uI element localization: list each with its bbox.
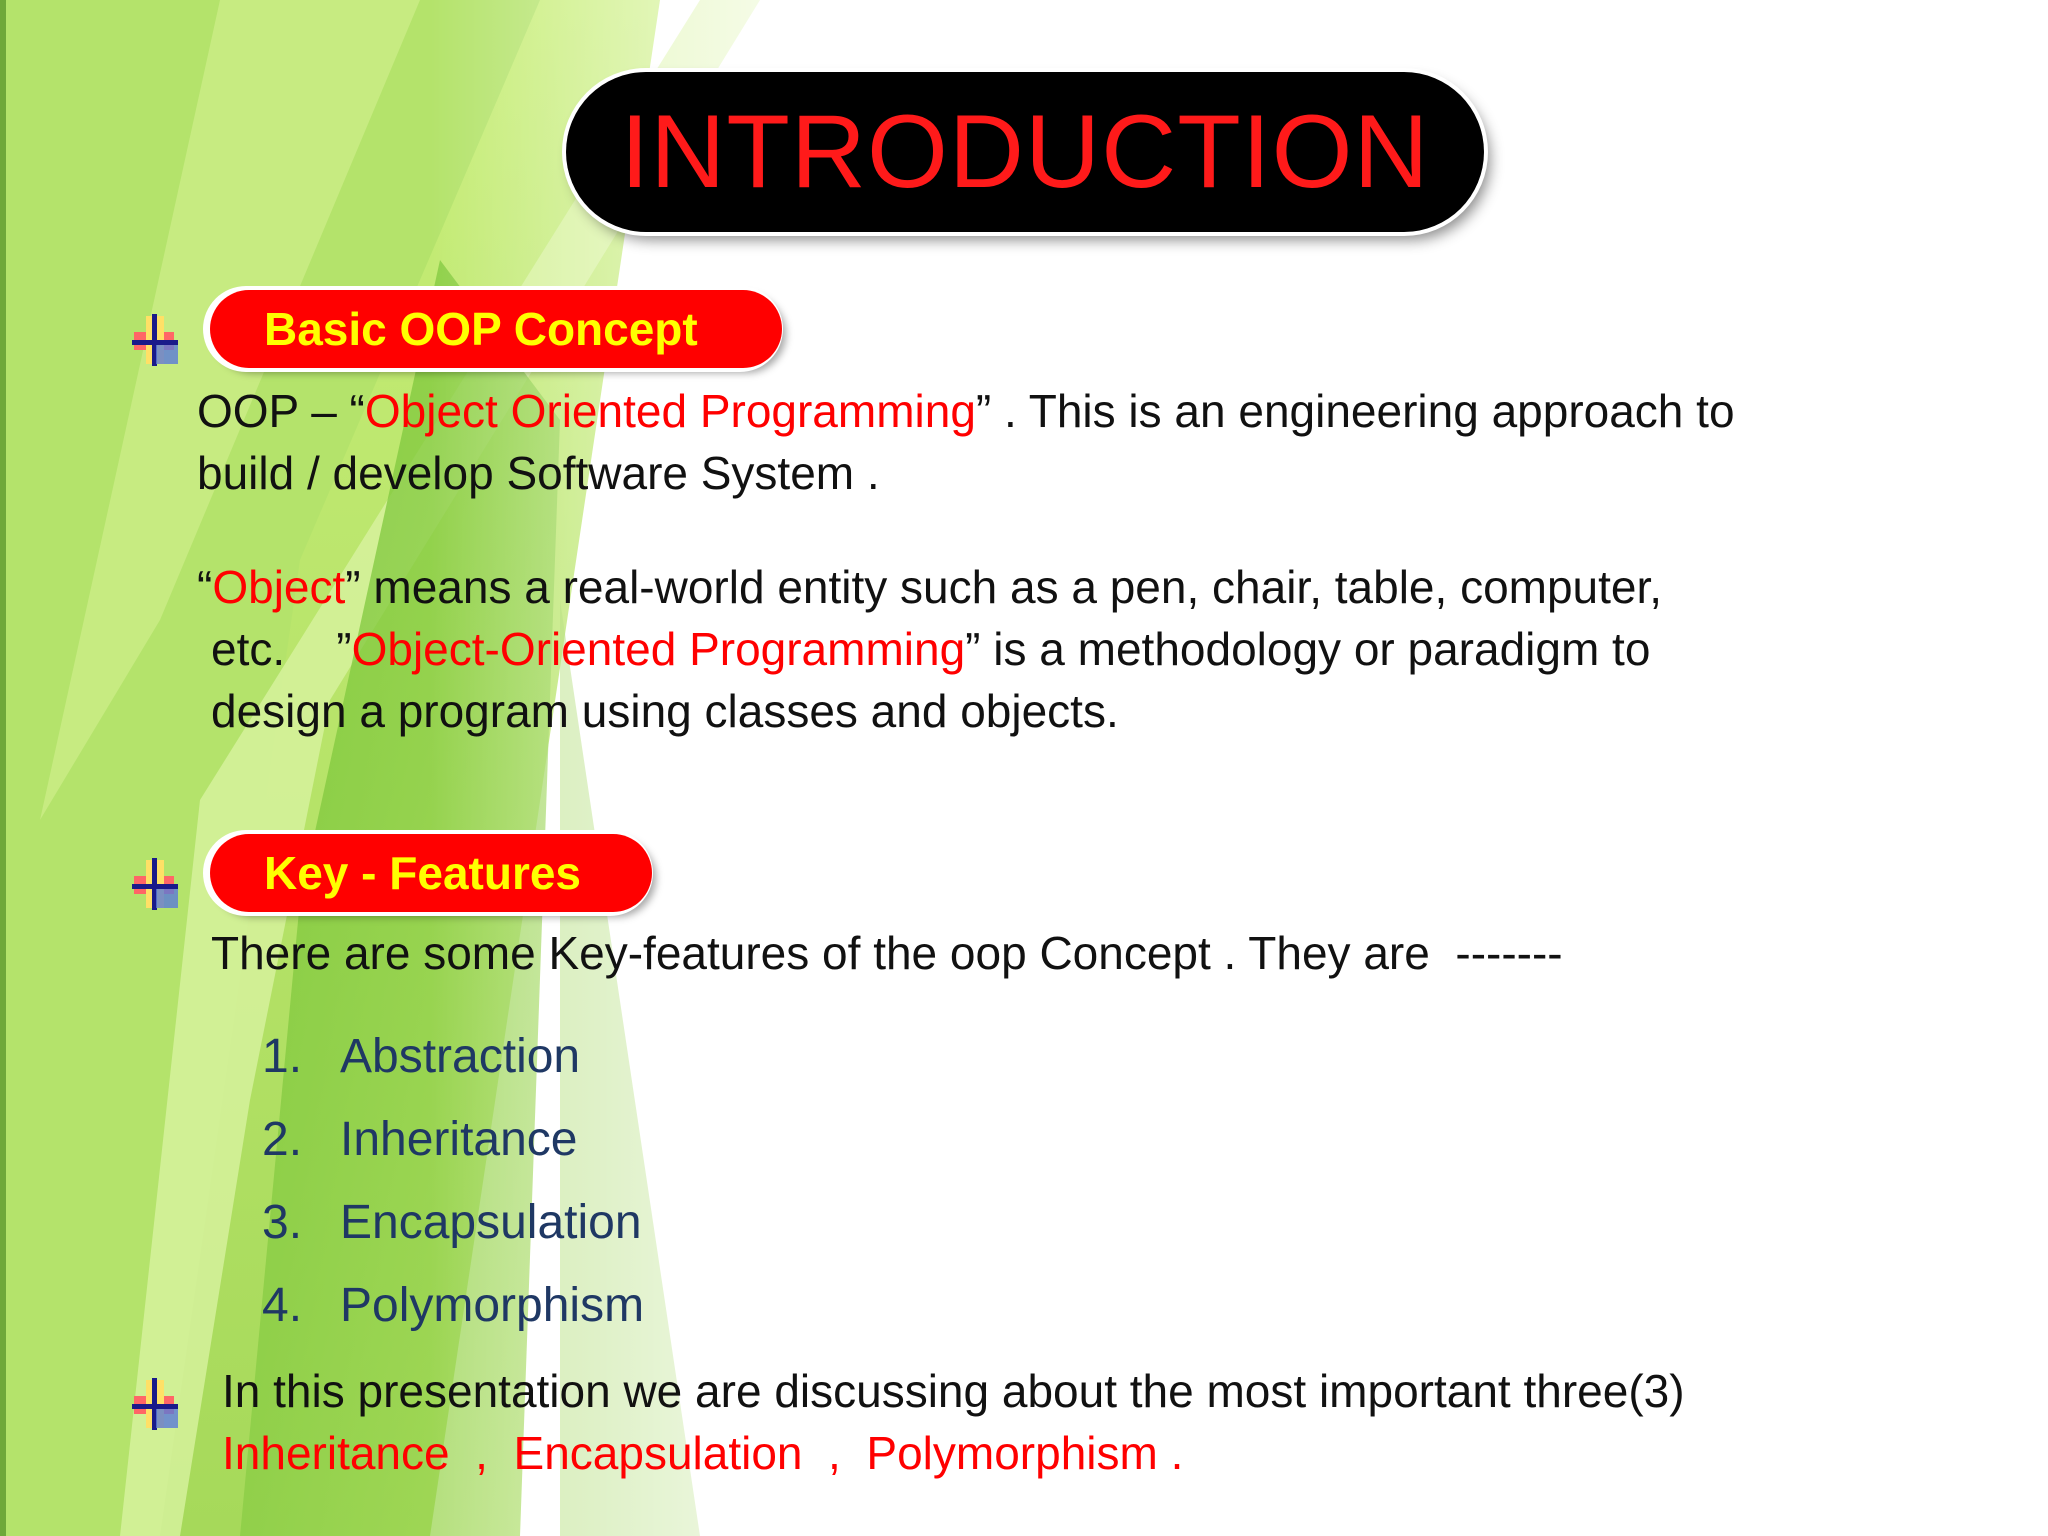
list-number: 4. (262, 1279, 303, 1332)
highlight-text: Polymorphism (866, 1427, 1158, 1479)
plus-bullet-icon (132, 1378, 180, 1430)
text-span: etc. ” (211, 623, 352, 675)
section-heading-text: Key - Features (264, 847, 582, 899)
list-number: 2. (262, 1113, 303, 1166)
text-span: OOP – “ (197, 385, 365, 437)
key-features-list (262, 1026, 644, 1358)
list-label: Polymorphism (340, 1279, 645, 1332)
highlight-text: Inheritance (222, 1427, 450, 1479)
slide-title: INTRODUCTION (620, 94, 1430, 210)
text-span: ” is a methodology or paradigm to (965, 623, 1651, 675)
list-item (262, 1026, 644, 1109)
text-span: . (1157, 1427, 1184, 1479)
list-number: 1. (262, 1030, 303, 1083)
section-heading-basic-oop (210, 290, 782, 368)
section-heading-key-features (210, 834, 652, 912)
plus-bullet-icon (132, 314, 180, 366)
text-span: ” . This is an engineering approach to (975, 385, 1735, 437)
title-banner (566, 72, 1484, 232)
text-span: build / develop Software System . (197, 447, 880, 499)
separator: , (449, 1427, 514, 1479)
text-span: “ (197, 561, 213, 613)
list-label: Inheritance (340, 1113, 578, 1166)
highlight-text: Encapsulation (513, 1427, 803, 1479)
text-span: design a program using classes and objects. (211, 685, 1119, 737)
highlight-text: Object Oriented Programming (364, 385, 976, 437)
closing-paragraph (222, 1360, 2002, 1484)
text-span: ” means a real-world entity such as a pen, chair, table, computer, (345, 561, 1663, 613)
list-label: Encapsulation (340, 1196, 642, 1249)
object-definition-paragraph (197, 556, 1957, 742)
text-span: In this presentation we are discussing about the most important three(3) (222, 1365, 1685, 1417)
highlight-text: Object (212, 561, 346, 613)
list-item (262, 1275, 644, 1358)
list-number: 3. (262, 1196, 303, 1249)
list-item (262, 1192, 644, 1275)
plus-bullet-icon (132, 858, 180, 910)
key-features-intro: There are some Key-features of the oop Concept . They are ------- (211, 927, 1563, 979)
highlight-text: Object-Oriented Programming (351, 623, 966, 675)
oop-definition-paragraph (197, 380, 1957, 504)
list-label: Abstraction (340, 1030, 581, 1083)
section-heading-text: Basic OOP Concept (264, 303, 698, 355)
list-item (262, 1109, 644, 1192)
separator: , (802, 1427, 867, 1479)
